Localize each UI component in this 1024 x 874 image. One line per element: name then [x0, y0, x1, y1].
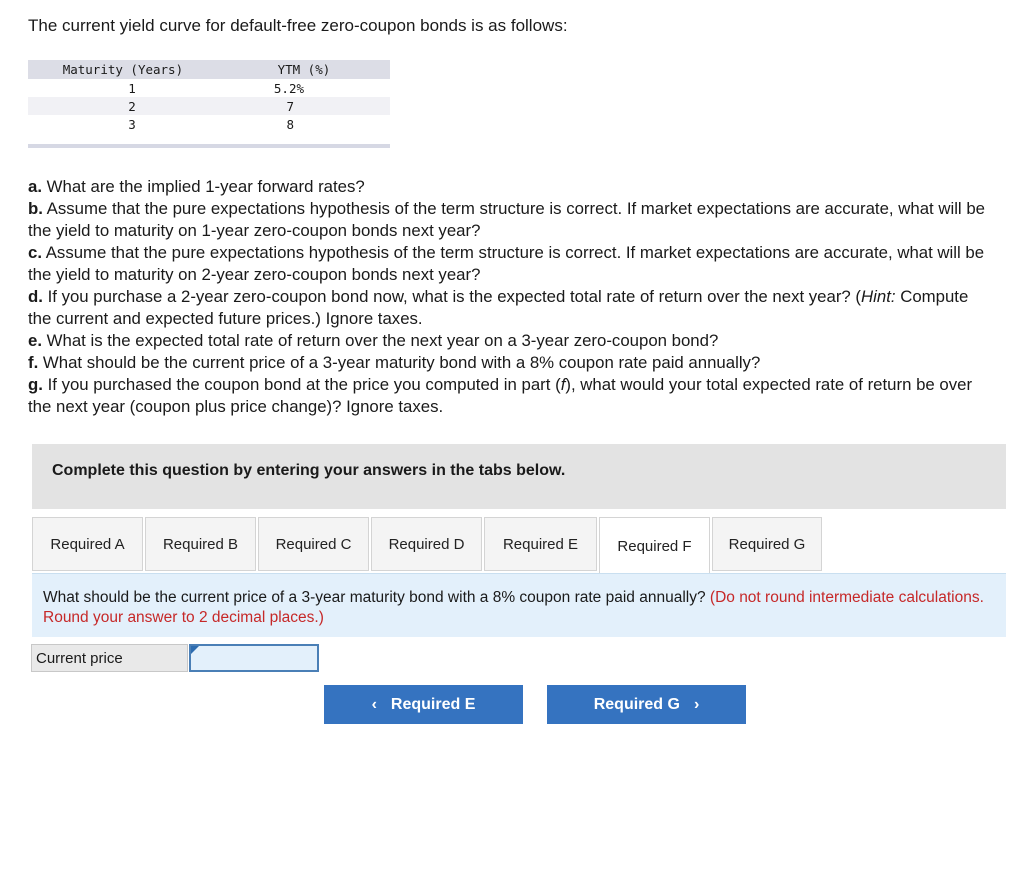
maturity-cell: 3 [128, 116, 136, 132]
input-flag-icon [191, 646, 199, 654]
tab-required-a[interactable]: Required A [32, 517, 143, 571]
next-required-g-button[interactable] [547, 685, 746, 724]
chevron-right-icon: › [693, 695, 700, 713]
panel-instruction: (Do not round intermediate calculations. Round your answer to 2 decimal places.) [43, 589, 984, 626]
question-d: d. If you purchase a 2-year zero-coupon bond now, what is the expected total rate of return over the next year? (Hint: Compute the current and expected future prices.) Ignore taxes. [28, 287, 969, 328]
table-row [28, 115, 390, 133]
required-tabs [32, 517, 824, 573]
maturity-cell: 2 [28, 97, 218, 115]
header-ytm: YTM (%) [218, 60, 390, 79]
panel-question: What should be the current price of a 3-year maturity bond with a 8% coupon rate paid annually? [43, 589, 706, 606]
table-header-row [28, 60, 390, 79]
table-bottom-rule [28, 144, 390, 148]
chevron-left-icon: ‹ [371, 695, 377, 713]
part-reference: f [560, 375, 566, 394]
prev-required-e-button[interactable] [324, 685, 523, 724]
question-panel [32, 573, 1006, 637]
tab-required-c[interactable]: Required C [258, 517, 369, 571]
tab-required-d[interactable]: Required D [371, 517, 482, 571]
prev-button-label: Required E [390, 695, 476, 713]
current-price-field[interactable] [189, 644, 319, 672]
yield-curve-table [28, 60, 390, 133]
problem-intro: The current yield curve for default-free zero-coupon bonds is as follows: [28, 16, 568, 35]
question-g: g. If you purchased the coupon bond at the price you computed in part (f), what would your total expected rate of return be over the next year (coupon plus price change)? Ignore taxes. [28, 375, 973, 416]
current-price-label: Current price [31, 644, 188, 672]
hint-label: Hint: [861, 287, 896, 306]
panel-text [43, 588, 1006, 628]
maturity-cell: 1 [128, 80, 136, 96]
question-e: e. What is the expected total rate of return over the next year on a 3-year zero-coupon bond? [28, 331, 719, 350]
header-maturity: Maturity (Years) [28, 60, 218, 79]
tab-required-g[interactable]: Required G [712, 517, 822, 571]
question-c: c. Assume that the pure expectations hypothesis of the term structure is correct. If market expectations are accurate, what will be the yield to maturity on 2-year zero-coupon bonds next year? [28, 243, 985, 284]
instruction-banner [32, 444, 1006, 509]
table-row [28, 97, 390, 115]
tab-required-b[interactable]: Required B [145, 517, 256, 571]
banner-text: Complete this question by entering your answers in the tabs below. [52, 462, 566, 479]
ytm-cell: 7 [218, 97, 390, 115]
question-list [28, 176, 993, 418]
tab-required-f[interactable]: Required F [599, 517, 710, 574]
answer-row [31, 644, 319, 674]
question-f: f. What should be the current price of a 3-year maturity bond with a 8% coupon rate paid annually? [28, 353, 761, 372]
next-button-label: Required G [593, 695, 680, 713]
tab-required-e[interactable]: Required E [484, 517, 597, 571]
ytm-cell: 5.2% [273, 80, 304, 96]
ytm-cell: 8 [286, 116, 294, 132]
table-row [28, 79, 390, 97]
question-b: b. Assume that the pure expectations hypothesis of the term structure is correct. If market expectations are accurate, what will be the yield to maturity on 1-year zero-coupon bonds next year? [28, 199, 985, 240]
question-a: a. What are the implied 1-year forward rates? [28, 177, 365, 196]
current-price-input[interactable] [191, 646, 321, 672]
